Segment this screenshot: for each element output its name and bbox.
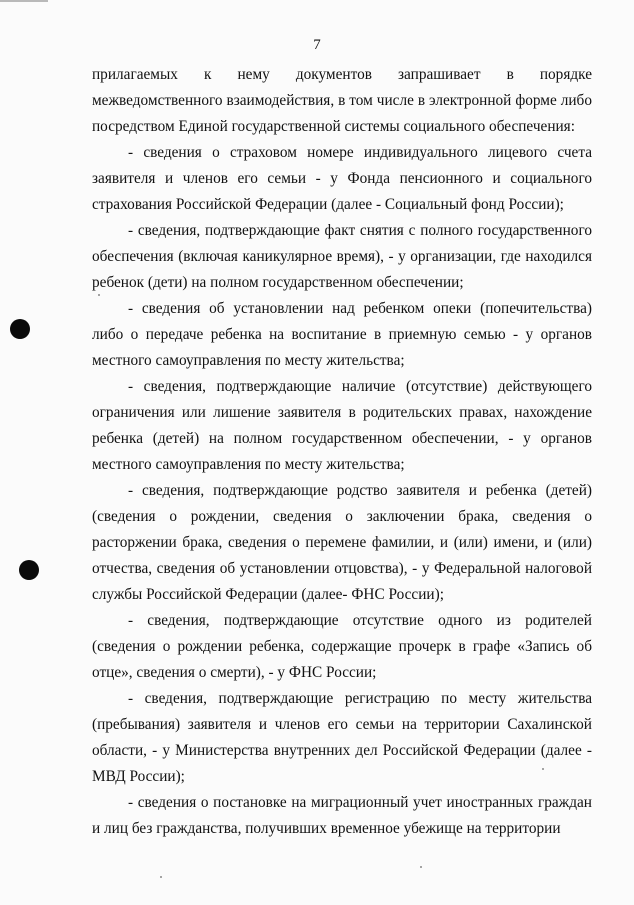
list-item-snils: - сведения о страховом номере индивидуального лицевого счета заявителя и членов его семьи - у Фонда пенсионного и социального страхования Российской Федерации (далее - Социальный фонд России); bbox=[92, 144, 592, 213]
list-item-parental-rights: - сведения, подтверждающие наличие (отсутствие) действующего ограничения или лишение заявителя в родительских правах, нахождение ребенка (детей) на полном государственном обеспечении, - у органов местного самоуправления по месту жительства; bbox=[92, 378, 592, 473]
scan-speck bbox=[98, 294, 100, 296]
paragraph-intro: прилагаемых к нему документов запрашивает в порядке межведомственного взаимодействия, в том числе в электронной форме либо посредством Единой государственной системы социального обеспечения: bbox=[92, 66, 592, 135]
list-item-guardianship: - сведения об установлении над ребенком опеки (попечительства) либо о передаче ребенка на воспитание в приемную семью - у органов местного самоуправления по месту жительства; bbox=[92, 300, 592, 369]
scan-speck bbox=[420, 866, 422, 868]
list-item-state-support: - сведения, подтверждающие факт снятия с полного государственного обеспечения (включая каникулярное время), - у организации, где находился ребенок (дети) на полном государственном обеспечении; bbox=[92, 222, 592, 291]
scan-speck bbox=[542, 768, 544, 770]
list-item-registration: - сведения, подтверждающие регистрацию по месту жительства (пребывания) заявителя и членов его семьи на территории Сахалинской области, - у Министерства внутренних дел Российской Федерации (далее - МВД России); bbox=[92, 690, 592, 785]
page-number: 7 bbox=[313, 37, 321, 53]
scan-edge-line bbox=[0, 0, 48, 2]
body-text bbox=[92, 62, 592, 842]
punch-hole bbox=[19, 560, 39, 580]
list-item-kinship: - сведения, подтверждающие родство заявителя и ребенка (детей) (сведения о рождении, сведения о заключении брака, сведения о расторжении брака, сведения о перемене фамилии, и (или) имени, и (или) отчества, сведения об установлении отцовства), - у Федеральной налоговой службы Российской Федерации (далее- ФНС России); bbox=[92, 482, 592, 603]
scan-speck bbox=[160, 876, 162, 878]
list-item-absent-parent: - сведения, подтверждающие отсутствие одного из родителей (сведения о рождении ребенка, содержащие прочерк в графе «Запись об отце», сведения о смерти), - у ФНС России; bbox=[92, 612, 592, 681]
punch-hole bbox=[10, 319, 30, 339]
list-item-migration: - сведения о постановке на миграционный учет иностранных граждан и лиц без гражданства, получивших временное убежище на территории bbox=[92, 794, 592, 837]
